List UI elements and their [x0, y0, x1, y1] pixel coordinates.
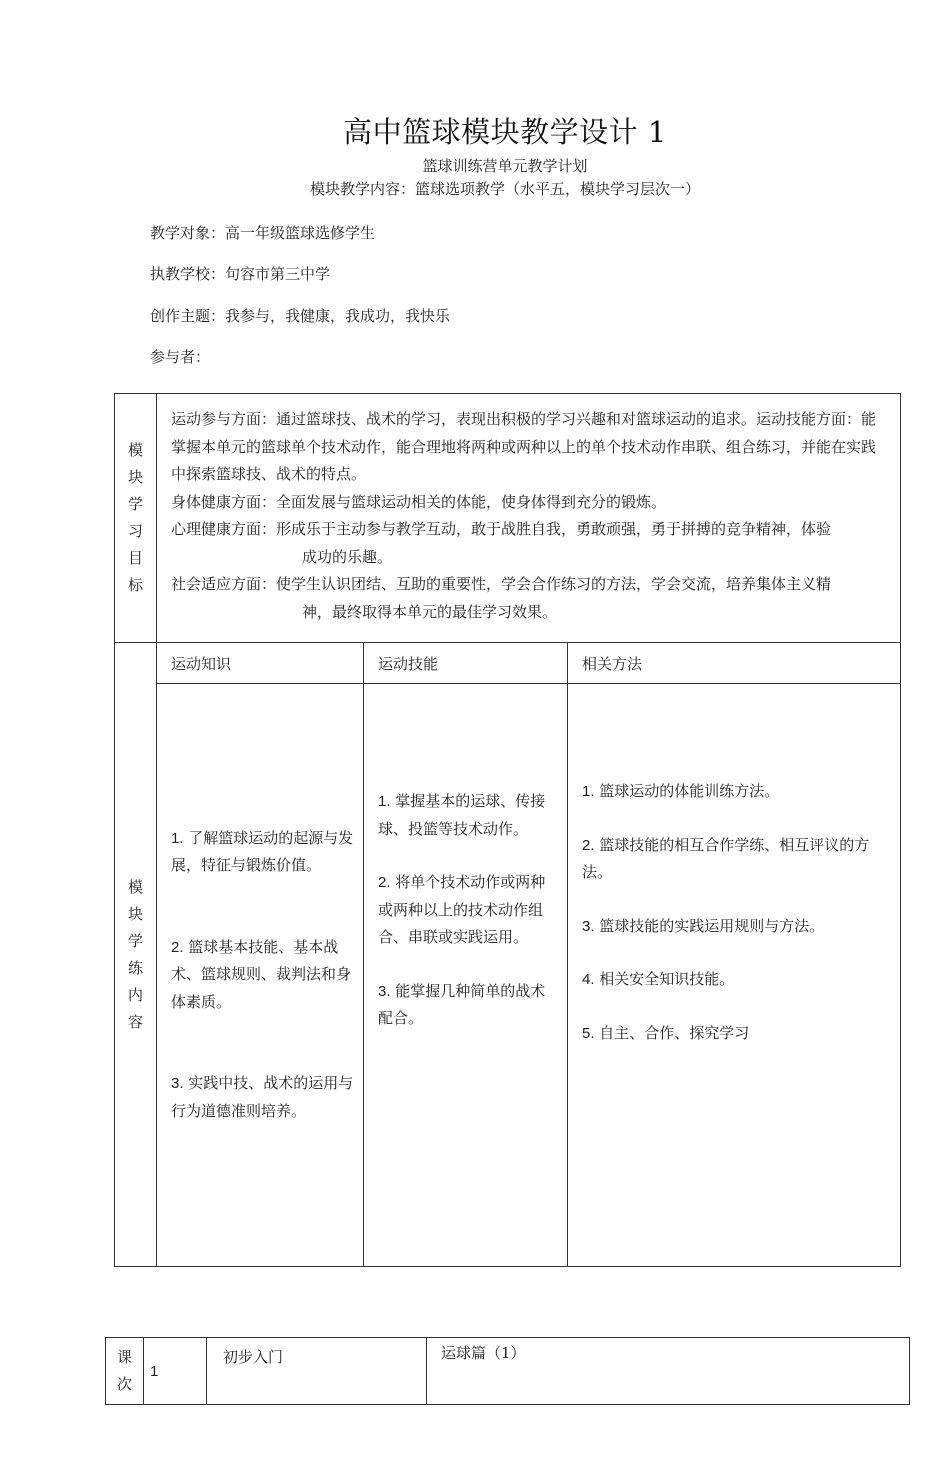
header-sport-skills: 运动技能 — [364, 643, 568, 684]
module-plan-table — [114, 393, 901, 1267]
teaching-school: 执教学校：句容市第三中学 — [150, 265, 331, 283]
list-item: 2. 将单个技术动作或两种或两种以上的技术动作组合、串联或实践运用。 — [378, 873, 546, 946]
content-label-char: 容 — [127, 1012, 143, 1031]
content-label-char: 学 — [127, 931, 143, 950]
list-item: 2. 篮球技能的相互合作学练、相互评议的方法。 — [582, 835, 870, 881]
goal-social-adaptation: 社会适应方面：使学生认识团结、互助的重要性，学会合作练习的方法，学会交流，培养集体主义精 — [171, 575, 832, 593]
list-item: 3. 实践中技、战术的运用与行为道德准则培养。 — [171, 1074, 354, 1120]
list-item: 2. 篮球基本技能、基本战术、篮球规则、裁判法和身体素质。 — [171, 937, 352, 1011]
participants: 参与者： — [150, 348, 211, 366]
skills-cell — [364, 684, 568, 1267]
lesson-label-char: 课 — [116, 1348, 132, 1366]
list-item: 1. 篮球运动的体能训练方法。 — [582, 782, 780, 800]
goals-label — [115, 394, 157, 643]
content-body-row — [115, 684, 901, 1267]
goals-label-char: 学 — [127, 495, 143, 513]
goal-mental-health: 心理健康方面：形成乐于主动参与教学互动，敢于战胜自我，勇敢顽强，勇于拼搏的竞争精神，体验 — [171, 520, 832, 538]
goal-physical-health: 身体健康方面：全面发展与篮球运动相关的体能，使身体得到充分的锻炼。 — [171, 492, 667, 511]
goals-label-char: 标 — [127, 576, 143, 594]
content-label-char: 模 — [127, 877, 143, 896]
lesson-stage: 初步入门 — [207, 1338, 427, 1405]
header-sport-knowledge: 运动知识 — [157, 643, 364, 684]
list-item: 1. 了解篮球运动的起源与发展，特征与锻炼价值。 — [171, 828, 354, 875]
list-item: 3. 能掌握几种简单的战术配合。 — [378, 981, 546, 1027]
list-item: 4. 相关安全知识技能。 — [582, 970, 735, 988]
goal-social-adaptation-cont: 神，最终取得本单元的最佳学习效果。 — [302, 602, 558, 621]
header-related-methods: 相关方法 — [568, 643, 901, 684]
content-label — [115, 643, 157, 1267]
lesson-label — [106, 1338, 144, 1405]
lesson-number: 1 — [144, 1338, 207, 1405]
goals-text — [157, 394, 901, 643]
content-label-char: 块 — [127, 904, 143, 923]
creative-theme: 创作主题：我参与，我健康，我成功，我快乐 — [150, 307, 451, 325]
goals-label-char: 块 — [127, 468, 143, 486]
goal-mental-health-cont: 成功的乐趣。 — [302, 547, 393, 566]
document-subtitle: 篮球训练营单元教学计划 — [422, 157, 588, 175]
list-item: 5. 自主、合作、探究学习 — [582, 1023, 750, 1042]
lesson-label-char: 次 — [116, 1375, 132, 1393]
teaching-target: 教学对象：高一年级篮球选修学生 — [150, 224, 376, 242]
goal-sport-participation: 运动参与方面：通过篮球技、战术的学习，表现出积极的学习兴趣和对篮球运动的追求。运动技能方面：能掌握本单元的篮球单个技术动作，能合理地将两种或两种以上的单个技术动作串联、组合练习，并能在实践中探索篮球技、战术的特点。 — [171, 410, 877, 483]
goals-row — [115, 394, 901, 643]
content-header-row — [115, 643, 901, 684]
knowledge-cell — [157, 684, 364, 1267]
lesson-row — [106, 1338, 910, 1405]
document-title: 高中篮球模块教学设计 1 — [343, 115, 667, 149]
list-item: 3. 篮球技能的实践运用规则与方法。 — [582, 916, 825, 935]
list-item: 1. 掌握基本的运球、传接球、投篮等技术动作。 — [378, 792, 546, 838]
goals-label-char: 目 — [127, 549, 143, 567]
content-label-char: 内 — [127, 985, 143, 1004]
methods-cell — [568, 684, 901, 1267]
module-content-line: 模块教学内容：篮球选项教学（水平五，模块学习层次一） — [309, 180, 700, 198]
goals-label-char: 模 — [127, 441, 143, 459]
goals-label-char: 习 — [127, 522, 143, 540]
content-label-char: 练 — [127, 958, 143, 977]
lesson-table — [105, 1337, 910, 1405]
lesson-topic: 运球篇（1） — [427, 1338, 910, 1405]
